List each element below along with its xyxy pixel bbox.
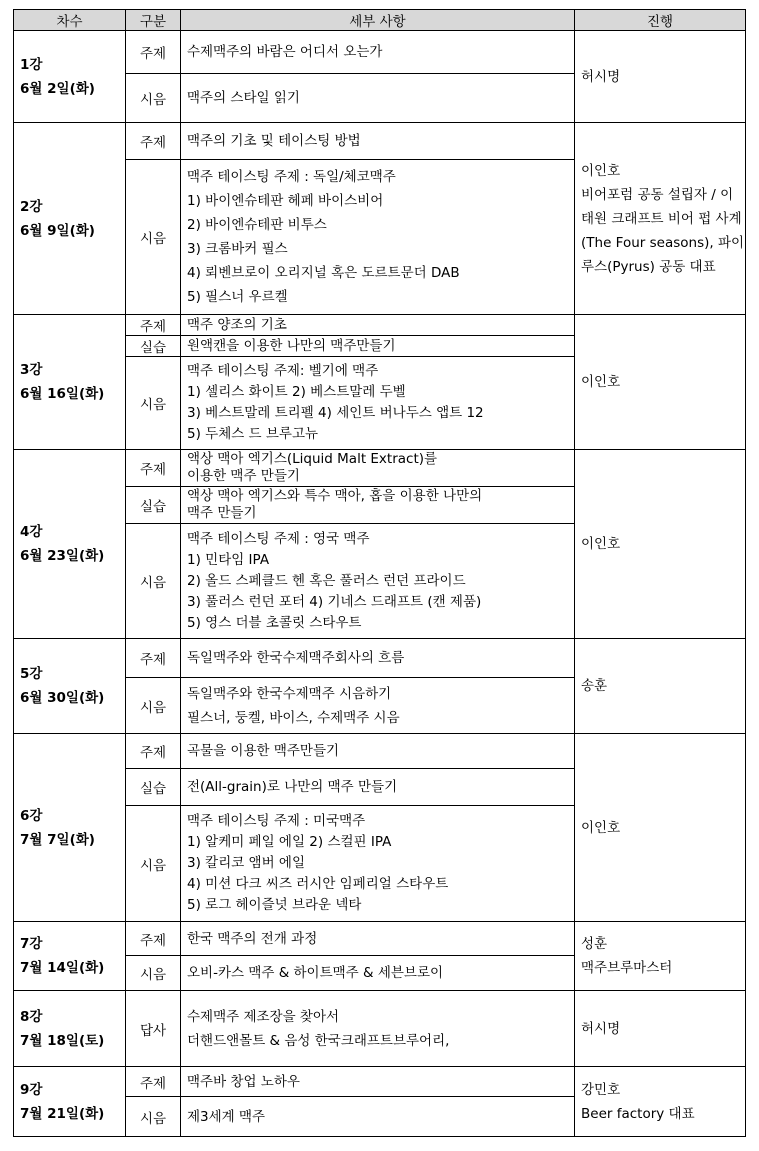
category-cell: 주제 (126, 315, 181, 336)
instructor-cell: 강민호 Beer factory 대표 (575, 1067, 746, 1137)
details-cell: 맥주바 창업 노하우 (181, 1067, 575, 1097)
details-cell: 맥주 테이스팅 주제 : 독일/체코맥주 1) 바이엔슈테판 헤페 바이스비어 2) 바이엔슈테판 비투스 3) 크롬바커 필스 4) 뢰벤브로이 오리지널 혹은 도르트문더 DAB 5) 필스너 우르켈 (181, 160, 575, 315)
details-cell: 곡물을 이용한 맥주만들기 (181, 734, 575, 769)
instructor-cell: 이인호 (575, 315, 746, 450)
table-row (14, 922, 746, 956)
session-title: 2강 (20, 198, 43, 215)
session-cell (14, 734, 126, 922)
details-cell: 독일맥주와 한국수제맥주회사의 흐름 (181, 639, 575, 678)
session-date: 7월 18일(토) (20, 1032, 105, 1049)
details-cell: 독일맥주와 한국수제맥주 시음하기 필스너, 둥켈, 바이스, 수제맥주 시음 (181, 678, 575, 734)
table-row (14, 991, 746, 1067)
session-cell (14, 31, 126, 123)
instructor-cell: 이인호 (575, 450, 746, 639)
category-cell: 실습 (126, 487, 181, 524)
header-row (14, 10, 746, 31)
details-cell: 액상 맥아 엑기스와 특수 맥아, 홉을 이용한 나만의 맥주 만들기 (181, 487, 575, 524)
instructor-cell: 송훈 (575, 639, 746, 734)
session-date: 7월 21일(화) (20, 1105, 105, 1122)
details-cell: 맥주 테이스팅 주제 : 영국 맥주 1) 민타임 IPA 2) 올드 스페클드 헨 혹은 풀러스 런던 프라이드 3) 풀러스 런던 포터 4) 기네스 드래프트 (캔 제품) 5) 영스 더블 초콜릿 스타우트 (181, 524, 575, 639)
session-title: 8강 (20, 1008, 43, 1025)
table-row (14, 1067, 746, 1097)
instructor-cell: 허시명 (575, 31, 746, 123)
table-row (14, 734, 746, 769)
table-row (14, 123, 746, 160)
header-instructor: 진행 (575, 10, 746, 31)
table-row (14, 639, 746, 678)
category-cell: 시음 (126, 1097, 181, 1137)
header-session: 차수 (14, 10, 126, 31)
session-cell (14, 1067, 126, 1137)
session-date: 6월 30일(화) (20, 690, 105, 706)
category-cell: 주제 (126, 31, 181, 74)
details-cell: 원액캔을 이용한 나만의 맥주만들기 (181, 336, 575, 357)
table-row (14, 31, 746, 74)
session-title: 7강 (20, 936, 43, 952)
session-title: 1강 (20, 56, 43, 73)
category-cell: 주제 (126, 123, 181, 160)
category-cell: 시음 (126, 160, 181, 315)
details-cell: 오비-카스 맥주 & 하이트맥주 & 세븐브로이 (181, 956, 575, 991)
category-cell: 주제 (126, 734, 181, 769)
category-cell: 답사 (126, 991, 181, 1067)
instructor-cell: 성훈 맥주브루마스터 (575, 922, 746, 991)
session-cell (14, 991, 126, 1067)
details-cell: 맥주 양조의 기초 (181, 315, 575, 336)
category-cell: 주제 (126, 922, 181, 956)
session-cell (14, 123, 126, 315)
session-date: 6월 9일(화) (20, 222, 95, 239)
details-cell: 전(All-grain)로 나만의 맥주 만들기 (181, 769, 575, 806)
details-cell: 수제맥주 제조장을 찾아서 더핸드앤몰트 & 음성 한국크래프트브루어리, (181, 991, 575, 1067)
category-cell: 시음 (126, 956, 181, 991)
session-title: 9강 (20, 1081, 43, 1098)
session-cell (14, 315, 126, 450)
session-cell (14, 922, 126, 991)
category-cell: 주제 (126, 639, 181, 678)
session-date: 6월 2일(화) (20, 80, 95, 97)
table-row (14, 315, 746, 336)
curriculum-table (13, 9, 746, 1137)
category-cell: 실습 (126, 769, 181, 806)
details-cell: 맥주 테이스팅 주제 : 미국맥주 1) 알케미 페일 에일 2) 스컬핀 IPA 3) 칼리코 앰버 에일 4) 미션 다크 씨즈 러시안 임페리얼 스타우트 5) 로그 헤이즐넛 브라운 넥타 (181, 806, 575, 922)
session-cell (14, 639, 126, 734)
category-cell: 시음 (126, 524, 181, 639)
details-cell: 액상 맥아 엑기스(Liquid Malt Extract)를 이용한 맥주 만들기 (181, 450, 575, 487)
session-title: 3강 (20, 362, 43, 378)
category-cell: 시음 (126, 678, 181, 734)
category-cell: 주제 (126, 1067, 181, 1097)
session-date: 6월 23일(화) (20, 548, 105, 564)
category-cell: 실습 (126, 336, 181, 357)
category-cell: 시음 (126, 74, 181, 123)
category-cell: 시음 (126, 806, 181, 922)
session-date: 7월 7일(화) (20, 831, 95, 848)
details-cell: 맥주의 기초 및 테이스팅 방법 (181, 123, 575, 160)
instructor-cell: 이인호 (575, 734, 746, 922)
table-row (14, 450, 746, 487)
session-cell (14, 450, 126, 639)
session-date: 6월 16일(화) (20, 386, 105, 402)
category-cell: 주제 (126, 450, 181, 487)
session-date: 7월 14일(화) (20, 960, 105, 976)
header-category: 구분 (126, 10, 181, 31)
instructor-cell: 이인호 비어포럼 공동 설립자 / 이태원 크래프트 비어 펍 사계(The Four seasons), 파이루스(Pyrus) 공동 대표 (575, 123, 746, 315)
details-cell: 맥주 테이스팅 주제: 벨기에 맥주 1) 셀리스 화이트 2) 베스트말레 두벨 3) 베스트말레 트리펠 4) 세인트 버나두스 앱트 12 5) 두체스 드 브루고뉴 (181, 357, 575, 450)
details-cell: 한국 맥주의 전개 과정 (181, 922, 575, 956)
instructor-cell: 허시명 (575, 991, 746, 1067)
session-title: 5강 (20, 666, 43, 682)
session-title: 6강 (20, 807, 43, 824)
session-title: 4강 (20, 524, 43, 540)
details-cell: 맥주의 스타일 읽기 (181, 74, 575, 123)
category-cell: 시음 (126, 357, 181, 450)
details-cell: 수제맥주의 바람은 어디서 오는가 (181, 31, 575, 74)
header-details: 세부 사항 (181, 10, 575, 31)
details-cell: 제3세계 맥주 (181, 1097, 575, 1137)
